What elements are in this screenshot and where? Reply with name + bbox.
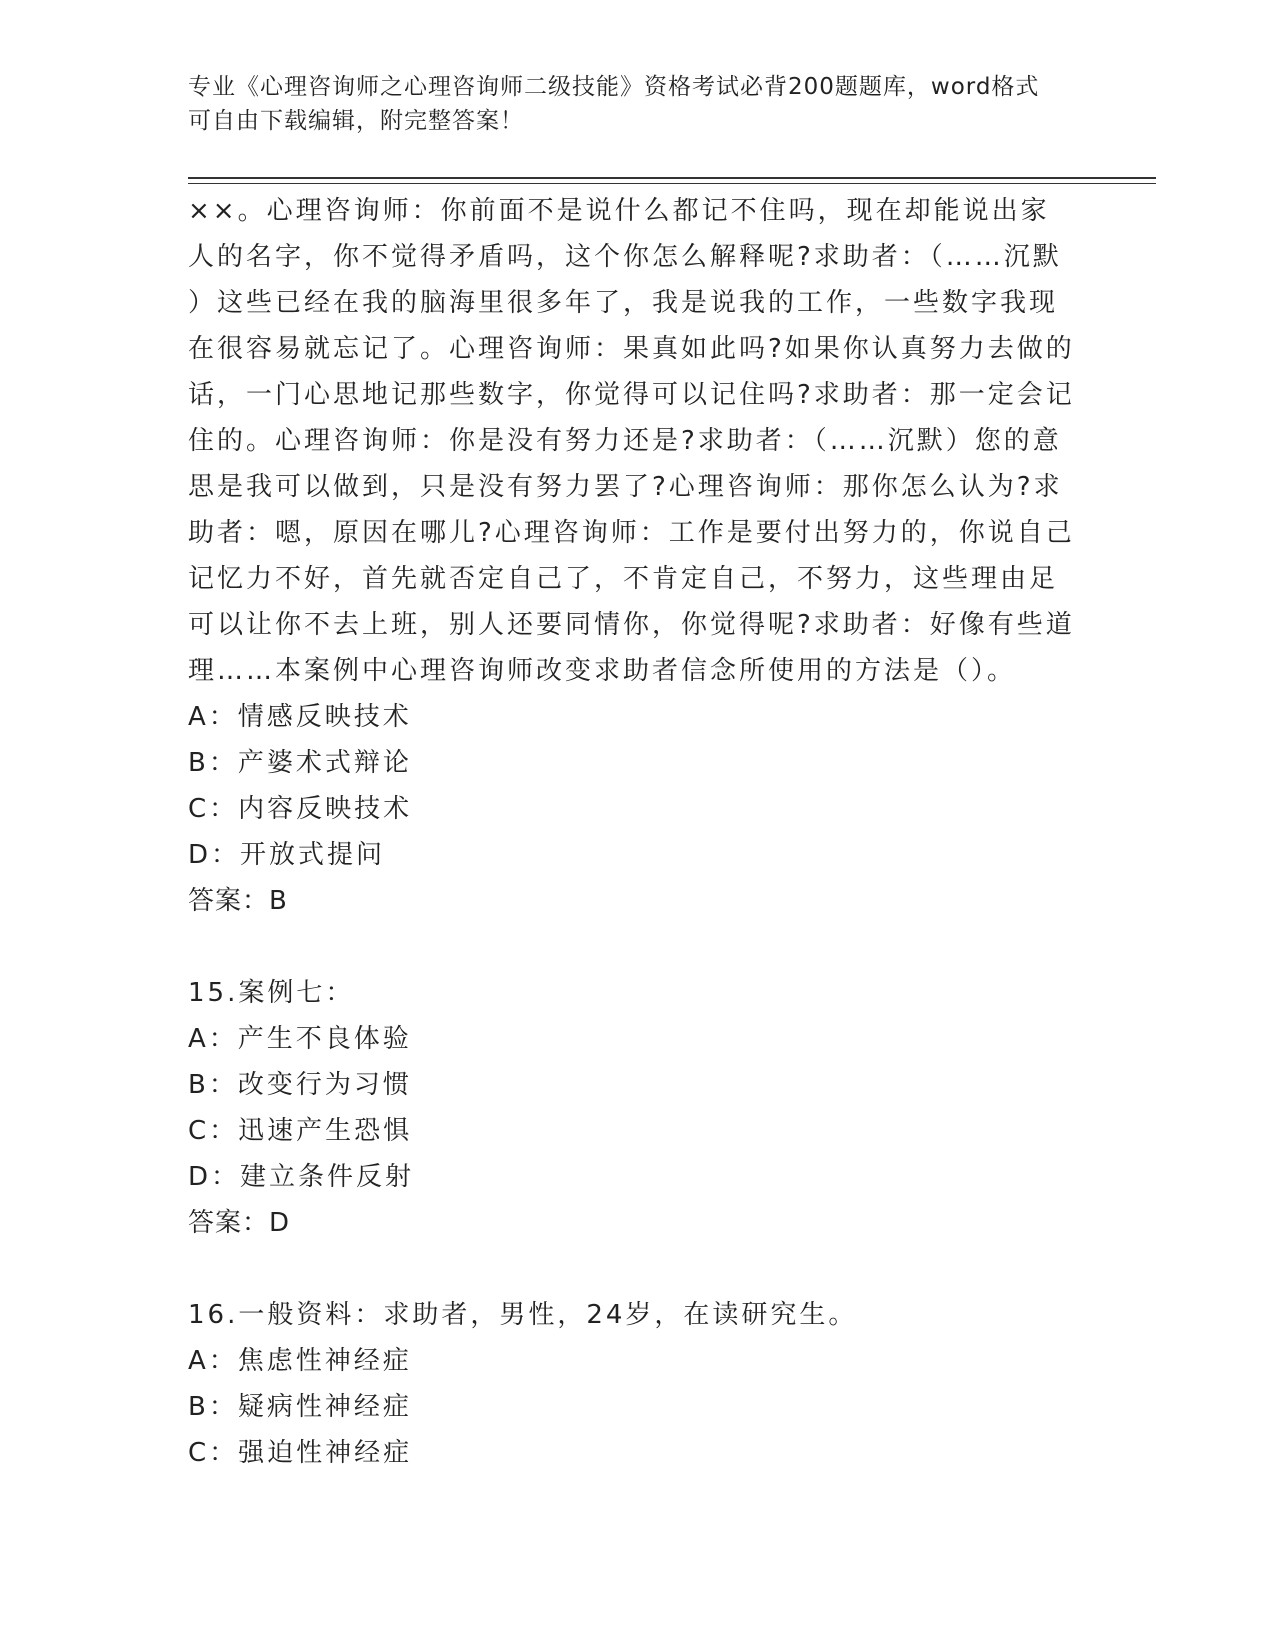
- header-title-line-1: 专业《心理咨询师之心理咨询师二级技能》资格考试必背200题题库，word格式: [188, 74, 1040, 100]
- option-a: A：情感反映技术: [188, 702, 412, 732]
- option-c: C：强迫性神经症: [188, 1438, 413, 1468]
- spacer: [188, 1246, 1078, 1292]
- passage-line: 在很容易就忘记了。心理咨询师：果真如此吗?如果你认真努力去做的: [188, 334, 1075, 364]
- option-b: B：改变行为习惯: [188, 1070, 412, 1100]
- passage-line: 记忆力不好，首先就否定自己了，不肯定自己，不努力，这些理由足: [188, 564, 1059, 594]
- passage-line: 话，一门心思地记那些数字，你觉得可以记住吗?求助者：那一定会记: [188, 380, 1075, 410]
- header-title-line-2: 可自由下载编辑，附完整答案！: [188, 108, 524, 134]
- option-d: D：建立条件反射: [188, 1162, 415, 1192]
- document-body: [188, 188, 1078, 1476]
- passage-line: 助者：嗯，原因在哪儿?心理咨询师：工作是要付出努力的，你说自己: [188, 518, 1075, 548]
- passage-line: 思是我可以做到，只是没有努力罢了?心理咨询师：那你怎么认为?求: [188, 472, 1063, 502]
- option-b: B：产婆术式辩论: [188, 748, 412, 778]
- option-c: C：内容反映技术: [188, 794, 413, 824]
- header-divider-thick: [188, 177, 1156, 179]
- passage-line: 住的。心理咨询师：你是没有努力还是?求助者：（……沉默）您的意: [188, 426, 1062, 456]
- question-title: 15.案例七：: [188, 978, 355, 1008]
- passage-line: 人的名字，你不觉得矛盾吗，这个你怎么解释呢?求助者：（……沉默: [188, 242, 1062, 272]
- question-14: [188, 188, 1078, 924]
- option-a: A：焦虑性神经症: [188, 1346, 412, 1376]
- spacer: [188, 924, 1078, 970]
- option-a: A：产生不良体验: [188, 1024, 412, 1054]
- answer-text: 答案：B: [188, 886, 288, 916]
- option-c: C：迅速产生恐惧: [188, 1116, 413, 1146]
- passage-line: 可以让你不去上班，别人还要同情你，你觉得呢?求助者：好像有些道: [188, 610, 1075, 640]
- question-title: 16.一般资料：求助者，男性，24岁，在读研究生。: [188, 1300, 858, 1330]
- passage-line: 理……本案例中心理咨询师改变求助者信念所使用的方法是（）。: [188, 656, 1017, 686]
- document-header: [188, 70, 1088, 138]
- passage-line: ××。心理咨询师：你前面不是说什么都记不住吗，现在却能说出家: [188, 196, 1050, 226]
- passage-line: ）这些已经在我的脑海里很多年了，我是说我的工作，一些数字我现: [188, 288, 1059, 318]
- answer-text: 答案：D: [188, 1208, 291, 1238]
- option-d: D：开放式提问: [188, 840, 386, 870]
- question-16: [188, 1292, 1078, 1476]
- question-14-passage: [188, 188, 1078, 694]
- question-15: [188, 970, 1078, 1246]
- option-b: B：疑病性神经症: [188, 1392, 412, 1422]
- header-divider-thin: [188, 183, 1156, 184]
